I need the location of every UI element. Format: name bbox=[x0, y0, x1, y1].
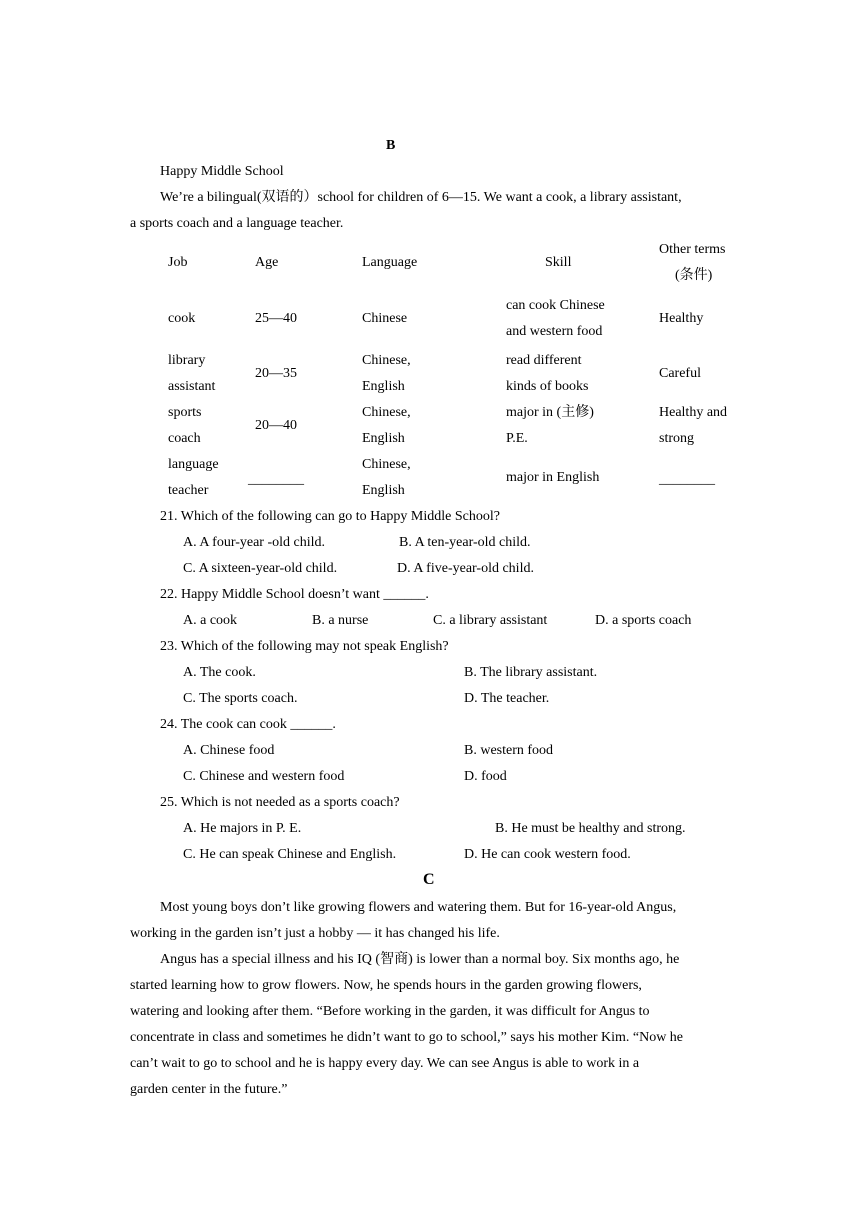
row-age: 20—35 bbox=[255, 366, 297, 381]
option-b: B. He must be healthy and strong. bbox=[495, 821, 686, 836]
row-age: 20—40 bbox=[255, 418, 297, 433]
row-job-line2: assistant bbox=[168, 379, 216, 394]
row-language: Chinese bbox=[362, 311, 408, 326]
intro-line-2: a sports coach and a language teacher. bbox=[130, 216, 344, 231]
passage-line: Most young boys don’t like growing flowers and watering them. But for 16-year-old Angus, bbox=[160, 900, 677, 915]
option-c: C. The sports coach. bbox=[183, 691, 298, 706]
row-other-line1: Healthy and bbox=[659, 405, 728, 420]
row-language-line2: English bbox=[362, 379, 405, 394]
header-other-line2: (条件) bbox=[675, 268, 713, 283]
question-stem: 22. Happy Middle School doesn’t want ______. bbox=[160, 587, 429, 602]
row-other: Healthy bbox=[659, 311, 704, 326]
row-skill-line2: kinds of books bbox=[506, 379, 589, 394]
row-job-line2: teacher bbox=[168, 483, 209, 498]
option-a: A. The cook. bbox=[183, 665, 256, 680]
row-job: cook bbox=[168, 311, 196, 326]
row-other: Careful bbox=[659, 366, 701, 381]
row-age: 25—40 bbox=[255, 311, 297, 326]
row-language-line1: Chinese, bbox=[362, 353, 411, 368]
question-stem: 23. Which of the following may not speak English? bbox=[160, 639, 449, 654]
header-job: Job bbox=[168, 255, 188, 270]
option-a: A. a cook bbox=[183, 613, 238, 628]
row-job-line2: coach bbox=[168, 431, 201, 446]
row-skill-line2: P.E. bbox=[506, 431, 528, 446]
row-skill-line1: can cook Chinese bbox=[506, 298, 605, 313]
option-c: C. He can speak Chinese and English. bbox=[183, 847, 397, 862]
passage-line: garden center in the future.” bbox=[130, 1082, 288, 1097]
passage-line: working in the garden isn’t just a hobby — it has changed his life. bbox=[130, 926, 500, 941]
section-c-heading: C bbox=[423, 871, 435, 888]
row-skill-line1: read different bbox=[506, 353, 582, 368]
header-age: Age bbox=[255, 255, 279, 270]
option-b: B. A ten-year-old child. bbox=[399, 535, 531, 550]
header-skill: Skill bbox=[545, 255, 572, 270]
header-language: Language bbox=[362, 255, 418, 270]
option-a: A. Chinese food bbox=[183, 743, 275, 758]
option-d: D. a sports coach bbox=[595, 613, 692, 628]
passage-line: watering and looking after them. “Before working in the garden, it was difficult for Angus to bbox=[130, 1004, 650, 1019]
row-language-line2: English bbox=[362, 431, 405, 446]
row-language-line1: Chinese, bbox=[362, 457, 411, 472]
row-job-line1: sports bbox=[168, 405, 202, 420]
row-language-line1: Chinese, bbox=[362, 405, 411, 420]
row-skill: major in English bbox=[506, 470, 600, 485]
passage-line: can’t wait to go to school and he is happy every day. We can see Angus is able to work in a bbox=[130, 1056, 640, 1071]
question-stem: 21. Which of the following can go to Happy Middle School? bbox=[160, 509, 500, 524]
row-age-blank: ________ bbox=[248, 472, 304, 487]
passage-line: concentrate in class and sometimes he didn’t want to go to school,” says his mother Kim. “Now he bbox=[130, 1030, 684, 1045]
option-c: C. A sixteen-year-old child. bbox=[183, 561, 338, 576]
option-d: D. He can cook western food. bbox=[464, 847, 631, 862]
option-d: D. A five-year-old child. bbox=[397, 561, 534, 576]
row-other-line2: strong bbox=[659, 431, 694, 446]
row-other-blank: ________ bbox=[659, 472, 715, 487]
option-a: A. A four-year -old child. bbox=[183, 535, 326, 550]
row-language-line2: English bbox=[362, 483, 405, 498]
question-stem: 24. The cook can cook ______. bbox=[160, 717, 336, 732]
option-b: B. western food bbox=[464, 743, 554, 758]
option-a: A. He majors in P. E. bbox=[183, 821, 302, 836]
row-job-line1: language bbox=[168, 457, 219, 472]
passage-line: Angus has a special illness and his IQ (智商) is lower than a normal boy. Six months ago, he bbox=[160, 952, 680, 967]
option-b: B. a nurse bbox=[312, 613, 369, 628]
option-b: B. The library assistant. bbox=[464, 665, 598, 680]
option-d: D. The teacher. bbox=[464, 691, 550, 706]
option-c: C. Chinese and western food bbox=[183, 769, 345, 784]
row-skill-line1: major in (主修) bbox=[506, 405, 594, 420]
header-other-line1: Other terms bbox=[659, 242, 726, 257]
option-d: D. food bbox=[464, 769, 507, 784]
intro-line-1: We’re a bilingual(双语的）school for children of 6—15. We want a cook, a library assistant, bbox=[160, 190, 682, 205]
row-skill-line2: and western food bbox=[506, 324, 603, 339]
school-name: Happy Middle School bbox=[160, 164, 284, 179]
section-b-heading: B bbox=[386, 138, 396, 153]
option-c: C. a library assistant bbox=[433, 613, 548, 628]
question-stem: 25. Which is not needed as a sports coach? bbox=[160, 795, 400, 810]
passage-line: started learning how to grow flowers. Now, he spends hours in the garden growing flowers, bbox=[130, 978, 642, 993]
row-job-line1: library bbox=[168, 353, 206, 368]
